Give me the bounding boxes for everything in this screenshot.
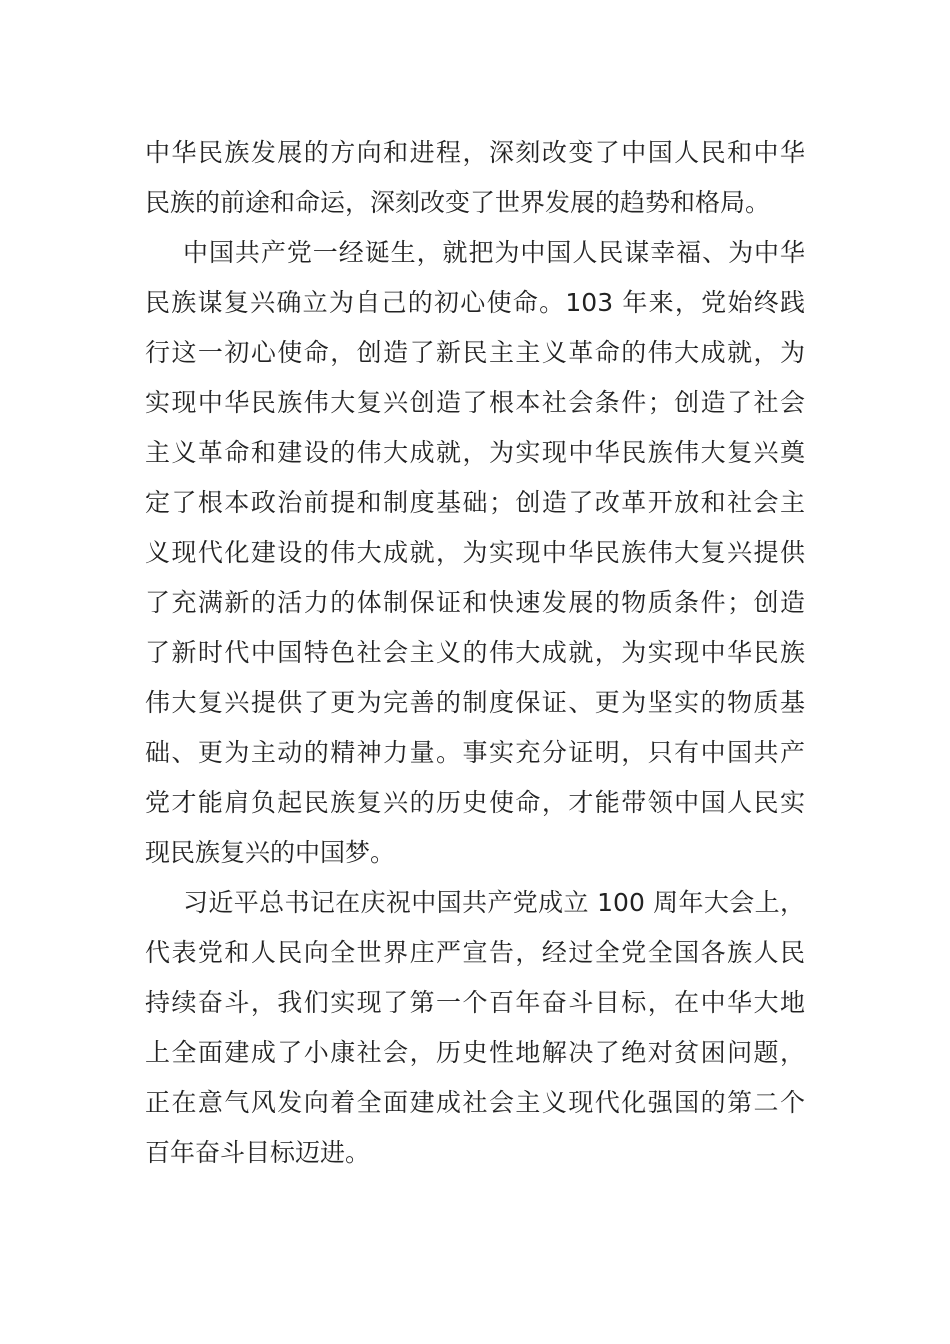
body-text [145,128,805,1178]
text-line: 正在意气风发向着全面建成社会主义现代化强国的第二个 [145,1088,805,1117]
text-line: 民族谋复兴确立为自己的初心使命。103 年来，党始终践 [145,288,805,317]
text-line: 习近平总书记在庆祝中国共产党成立 100 周年大会上， [183,888,805,917]
text-line: 中华民族发展的方向和进程，深刻改变了中国人民和中华 [145,138,805,167]
text-line: 党才能肩负起民族复兴的历史使命，才能带领中国人民实 [145,788,805,817]
text-line: 百年奋斗目标迈进。 [145,1138,371,1167]
text-line: 伟大复兴提供了更为完善的制度保证、更为坚实的物质基 [145,688,805,717]
text-line: 定了根本政治前提和制度基础；创造了改革开放和社会主 [145,488,805,517]
text-line: 上全面建成了小康社会，历史性地解决了绝对贫困问题， [145,1038,805,1067]
text-line: 了充满新的活力的体制保证和快速发展的物质条件；创造 [145,588,805,617]
text-line: 义现代化建设的伟大成就，为实现中华民族伟大复兴提供 [145,538,805,567]
text-line: 现民族复兴的中国梦。 [145,838,396,867]
text-line: 中国共产党一经诞生，就把为中国人民谋幸福、为中华 [183,238,805,267]
text-line: 实现中华民族伟大复兴创造了根本社会条件；创造了社会 [145,388,805,417]
text-line: 行这一初心使命，创造了新民主主义革命的伟大成就，为 [145,338,805,367]
text-line: 主义革命和建设的伟大成就，为实现中华民族伟大复兴奠 [145,438,805,467]
text-line: 民族的前途和命运，深刻改变了世界发展的趋势和格局。 [145,188,771,217]
paragraph-3 [145,878,805,1178]
paragraph-1 [145,128,805,228]
text-line: 代表党和人民向全世界庄严宣告，经过全党全国各族人民 [145,938,805,967]
text-line: 持续奋斗，我们实现了第一个百年奋斗目标，在中华大地 [145,988,805,1017]
paragraph-2 [145,228,805,878]
text-line: 础、更为主动的精神力量。事实充分证明，只有中国共产 [145,738,805,767]
text-line: 了新时代中国特色社会主义的伟大成就，为实现中华民族 [145,638,805,667]
